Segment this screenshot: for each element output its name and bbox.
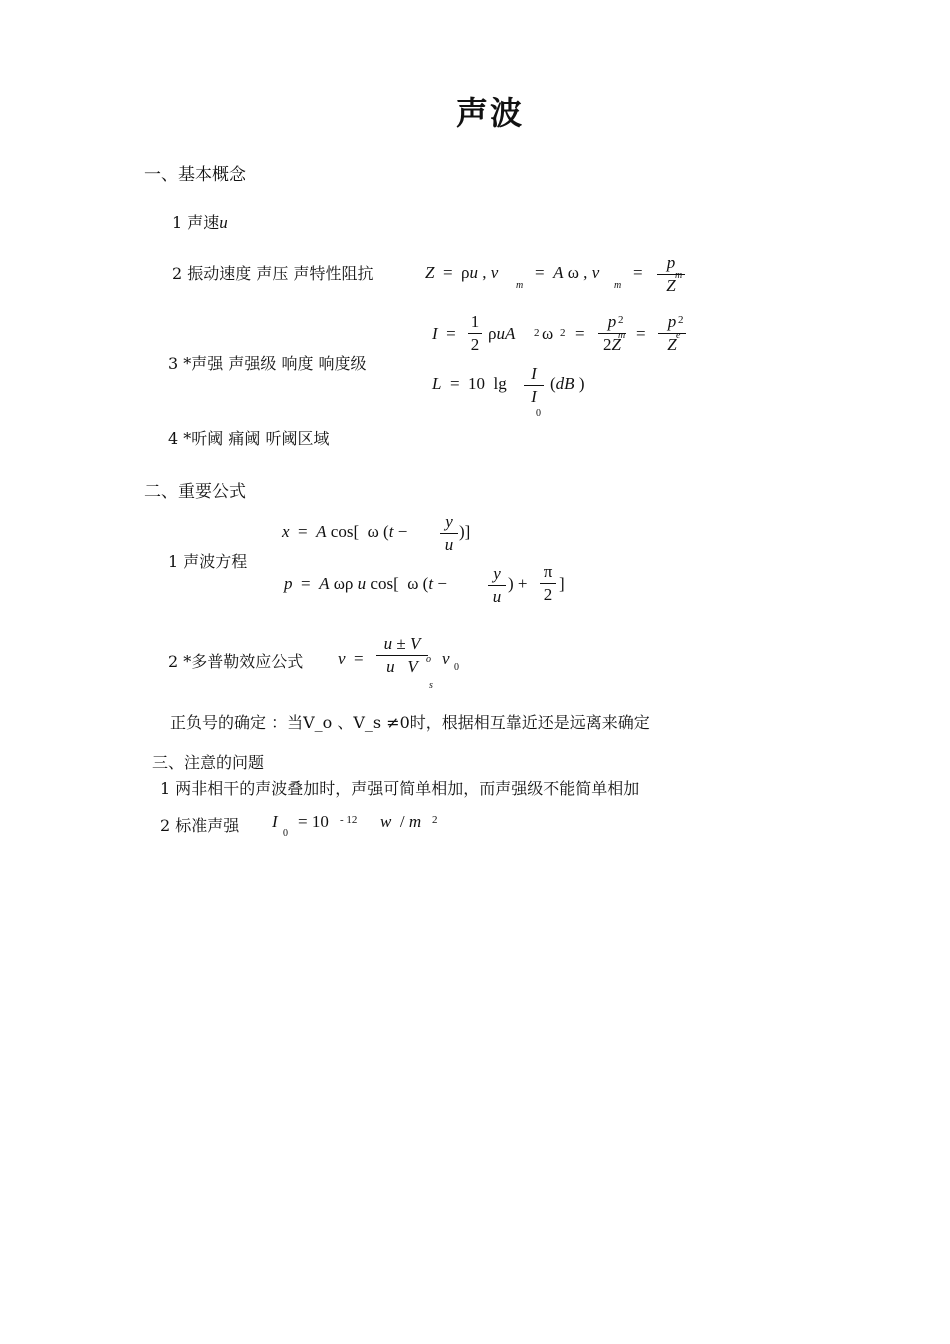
item-number: 3 <box>168 354 179 373</box>
variable-u: u <box>219 213 228 232</box>
section-2-heading: 二、重要公式 <box>144 482 246 502</box>
s2-item1 <box>168 549 247 572</box>
item-text: 声波方程 <box>183 552 248 571</box>
page-title: 声波 <box>456 94 525 132</box>
item-text: *听阈 痛阈 听阈区域 <box>183 429 330 448</box>
section-3-heading: 三、注意的问题 <box>152 753 265 772</box>
s1-item3 <box>168 351 367 374</box>
formula-doppler: v = u ± V u V o s v 0 <box>338 634 459 691</box>
formula-impedance: Z = ρu , v m = A ω , v m = p Z m <box>425 256 695 300</box>
s2-sign-rule <box>170 710 650 733</box>
formula-pressure-wave: p = A ωρ u cos[ ω (t − y u ) + π 2 ] <box>284 562 565 606</box>
formula-standard-intensity: I 0 = 10 - 12 w / m 2 <box>272 812 438 839</box>
s3-item1 <box>160 776 639 799</box>
item-number: 2 <box>172 264 183 283</box>
item-text: 标准声强 <box>175 816 240 835</box>
item-number: 4 <box>168 429 179 448</box>
item-number: 1 <box>160 779 171 798</box>
item-text: 振动速度 声压 声特性阻抗 <box>187 264 374 283</box>
item-text: 声速 <box>187 213 220 232</box>
item-number: 2 <box>160 816 171 835</box>
item-text: 两非相干的声波叠加时，声强可简单相加，而声强级不能简单相加 <box>175 779 640 798</box>
s1-item1 <box>172 210 228 233</box>
formula-intensity-level: L = 10 lg I I 0 (dB ) <box>432 364 585 419</box>
sign-rule-text: 正负号的确定 ：当V_o 、V_s ≠0时，根据相互靠近还是远离来确定 <box>170 713 650 732</box>
item-text: *多普勒效应公式 <box>183 652 304 671</box>
item-number: 2 <box>168 652 179 671</box>
item-number: 1 <box>168 552 179 571</box>
s2-item2 <box>168 649 303 672</box>
formula-displacement-wave: x = A cos[ ω (t − y u )] <box>282 512 471 554</box>
s1-item4 <box>168 426 329 449</box>
s1-item2 <box>172 261 373 284</box>
formula-intensity: I = 1 2 ρuA 2 ω 2 = p 2Z 2 m = p Z 2 e <box>432 312 702 362</box>
section-1-heading: 一、基本概念 <box>144 165 246 185</box>
item-text: *声强 声强级 响度 响度级 <box>183 354 367 373</box>
s3-item2 <box>160 813 239 836</box>
item-number: 1 <box>172 213 183 232</box>
